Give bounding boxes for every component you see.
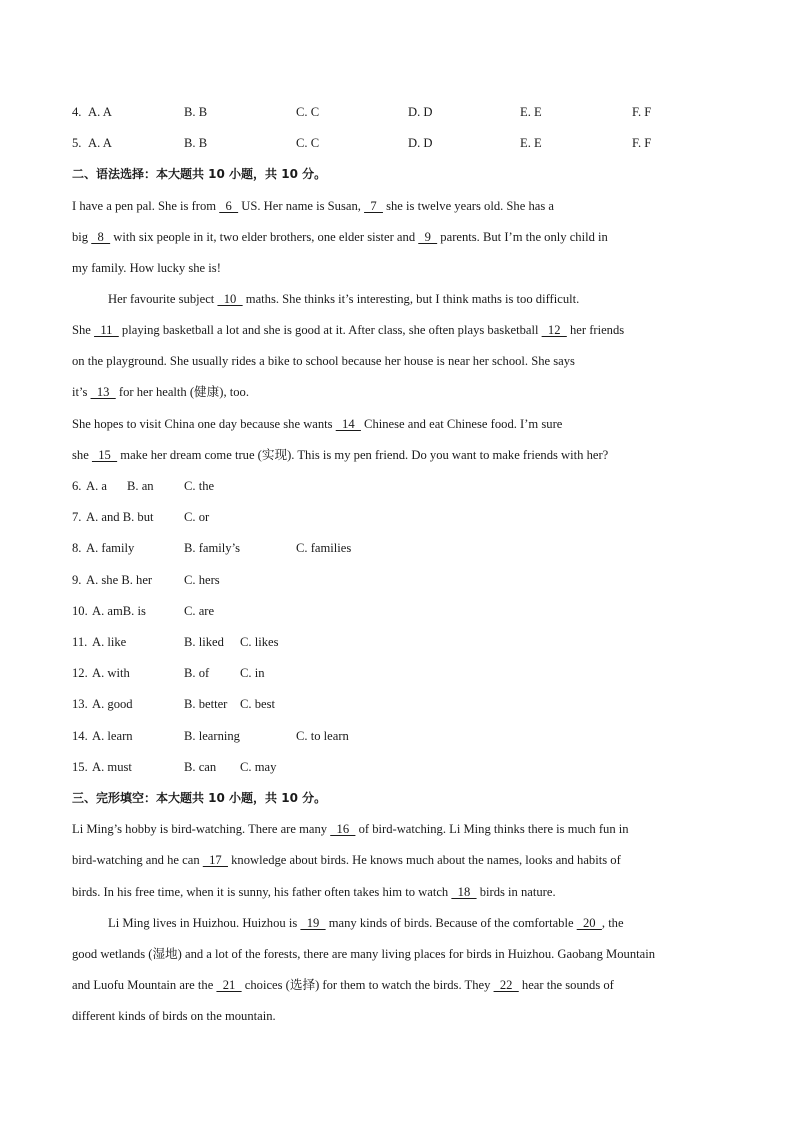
q15-option-c: C. may: [240, 760, 277, 774]
row-5-option-f: F. F: [632, 136, 652, 150]
s3-passage-line-1: [72, 821, 629, 837]
s2-text: I have a pen pal. She is from: [72, 199, 220, 213]
q13-option-b: B. better: [184, 697, 228, 711]
section-3-heading: 三、完形填空：本大题共 10 小题，共 10 分。: [72, 791, 327, 805]
s2-passage-line-5: [72, 322, 624, 338]
blank-21: 21: [216, 978, 242, 992]
question-11: [72, 634, 472, 650]
q9-option-ab: A. she B. her: [86, 573, 153, 587]
q8-option-c: C. families: [296, 541, 352, 555]
s3-text: birds. In his free time, when it is sunny, his father often takes him to watch: [72, 885, 452, 899]
row-4-option-d: D. D: [408, 105, 433, 119]
blank-20: 20: [576, 916, 602, 930]
blank-7: 7: [364, 199, 383, 213]
row-5-option-e: E. E: [520, 136, 542, 150]
s2-passage-line-3: my family. How lucky she is!: [72, 261, 221, 275]
s2-text: playing basketball a lot and she is good at it. After class, she often plays basketball: [118, 323, 542, 337]
q6-option-c: C. the: [184, 479, 215, 493]
s2-passage-line-8: [72, 416, 562, 432]
q13-option-c: C. best: [240, 697, 275, 711]
section-2-heading: 二、语法选择：本大题共 10 小题，共 10 分。: [72, 167, 327, 181]
s3-passage-line-3: [72, 884, 556, 900]
question-10: [72, 603, 472, 619]
row-5-option-a: A. A: [88, 136, 112, 150]
row-4-num: 4.: [72, 105, 82, 119]
blank-9: 9: [418, 230, 438, 244]
q7-option-ab: A. and B. but: [86, 510, 154, 524]
row-5-num: 5.: [72, 136, 82, 150]
row-4-option-b: B. B: [184, 105, 208, 119]
q11-option-c: C. likes: [240, 635, 279, 649]
q14-option-c: C. to learn: [296, 729, 349, 743]
blank-8: 8: [91, 230, 111, 244]
s2-text: She: [72, 323, 95, 337]
s2-text: it’s: [72, 385, 91, 399]
q15-option-b: B. can: [184, 760, 217, 774]
q7-option-c: C. or: [184, 510, 210, 524]
row-5-option-d: D. D: [408, 136, 433, 150]
q12-option-a: A. with: [92, 666, 130, 680]
blank-6: 6: [219, 199, 239, 213]
q11-num: 11.: [72, 635, 88, 649]
s3-passage-line-4: [108, 915, 624, 931]
s3-passage-line-7: different kinds of birds on the mountain.: [72, 1009, 276, 1023]
q13-num: 13.: [72, 697, 88, 711]
question-7: [72, 509, 472, 525]
q11-option-b: B. liked: [184, 635, 224, 649]
question-8: [72, 540, 472, 556]
question-12: [72, 665, 472, 681]
s2-text: for her health (健康), too.: [115, 385, 249, 399]
q15-option-a: A. must: [92, 760, 132, 774]
s3-passage-line-5: good wetlands (湿地) and a lot of the forests, there are many living places for birds in Huizhou. Gaobang Mountain: [72, 947, 656, 961]
q10-option-ab: A. amB. is: [92, 604, 146, 618]
s2-text: big: [72, 230, 92, 244]
q8-option-b: B. family’s: [184, 541, 240, 555]
q10-num: 10.: [72, 604, 88, 618]
s3-text: of bird-watching. Li Ming thinks there is much fun in: [355, 822, 629, 836]
blank-17: 17: [202, 853, 228, 867]
s2-text: her friends: [566, 323, 625, 337]
s3-text: Li Ming lives in Huizhou. Huizhou is: [108, 916, 301, 930]
option-row-5: [72, 135, 722, 151]
s2-text: she: [72, 448, 92, 462]
s2-passage-line-7: [72, 384, 249, 400]
q6-num: 6.: [72, 479, 82, 493]
blank-11: 11: [94, 323, 119, 337]
s3-text: hear the sounds of: [518, 978, 614, 992]
row-4-option-a: A. A: [88, 105, 112, 119]
blank-22: 22: [493, 978, 519, 992]
q12-option-b: B. of: [184, 666, 210, 680]
s2-text: parents. But I’m the only child in: [437, 230, 608, 244]
s2-text: maths. She thinks it’s interesting, but I think maths is too difficult.: [242, 292, 580, 306]
blank-19: 19: [300, 916, 326, 930]
s2-text: Chinese and eat Chinese food. I’m sure: [360, 417, 563, 431]
s2-text: she is twelve years old. She has a: [382, 199, 554, 213]
row-4-option-f: F. F: [632, 105, 652, 119]
s2-text: with six people in it, two elder brothers, one elder sister and: [110, 230, 419, 244]
q15-num: 15.: [72, 760, 88, 774]
q8-option-a: A. family: [86, 541, 135, 555]
s2-text: US. Her name is Susan,: [238, 199, 365, 213]
q11-option-a: A. like: [92, 635, 127, 649]
option-row-4: [72, 104, 722, 120]
s3-text: birds in nature.: [476, 885, 556, 899]
s3-passage-line-2: [72, 852, 621, 868]
s2-passage-line-4: [108, 291, 579, 307]
q8-num: 8.: [72, 541, 82, 555]
blank-18: 18: [451, 885, 477, 899]
question-15: [72, 759, 472, 775]
blank-14: 14: [335, 417, 361, 431]
q12-num: 12.: [72, 666, 88, 680]
question-14: [72, 728, 472, 744]
question-6: [72, 478, 472, 494]
blank-10: 10: [217, 292, 243, 306]
q14-option-a: A. learn: [92, 729, 133, 743]
q7-num: 7.: [72, 510, 82, 524]
q9-option-c: C. hers: [184, 573, 220, 587]
s3-text: bird-watching and he can: [72, 853, 203, 867]
s2-text: make her dream come true (实现). This is my pen friend. Do you want to make friends with her?: [117, 448, 609, 462]
q6-option-b: B. an: [127, 479, 154, 493]
s2-text: Her favourite subject: [108, 292, 218, 306]
row-4-option-e: E. E: [520, 105, 542, 119]
s3-passage-line-6: [72, 977, 614, 993]
q6-option-a: A. a: [86, 479, 107, 493]
s3-text: knowledge about birds. He knows much about the names, looks and habits of: [227, 853, 621, 867]
blank-12: 12: [541, 323, 567, 337]
question-9: [72, 572, 472, 588]
s3-text: Li Ming’s hobby is bird-watching. There are many: [72, 822, 331, 836]
q14-num: 14.: [72, 729, 88, 743]
s3-text: many kinds of birds. Because of the comfortable: [325, 916, 577, 930]
s3-text: , the: [601, 916, 624, 930]
blank-16: 16: [330, 822, 356, 836]
q9-num: 9.: [72, 573, 82, 587]
q14-option-b: B. learning: [184, 729, 240, 743]
s2-passage-line-1: [72, 198, 554, 214]
q13-option-a: A. good: [92, 697, 133, 711]
s2-passage-line-9: [72, 447, 608, 463]
q12-option-c: C. in: [240, 666, 265, 680]
row-5-option-b: B. B: [184, 136, 208, 150]
q10-option-c: C. are: [184, 604, 215, 618]
blank-15: 15: [91, 448, 118, 462]
s3-text: and Luofu Mountain are the: [72, 978, 217, 992]
s2-text: She hopes to visit China one day because she wants: [72, 417, 336, 431]
s2-passage-line-2: [72, 229, 608, 245]
blank-13: 13: [90, 385, 116, 399]
s2-passage-line-6: on the playground. She usually rides a bike to school because her house is near her school. She says: [72, 354, 575, 368]
question-13: [72, 696, 472, 712]
row-5-option-c: C. C: [296, 136, 320, 150]
row-4-option-c: C. C: [296, 105, 320, 119]
s3-text: choices (选择) for them to watch the birds. They: [241, 978, 494, 992]
